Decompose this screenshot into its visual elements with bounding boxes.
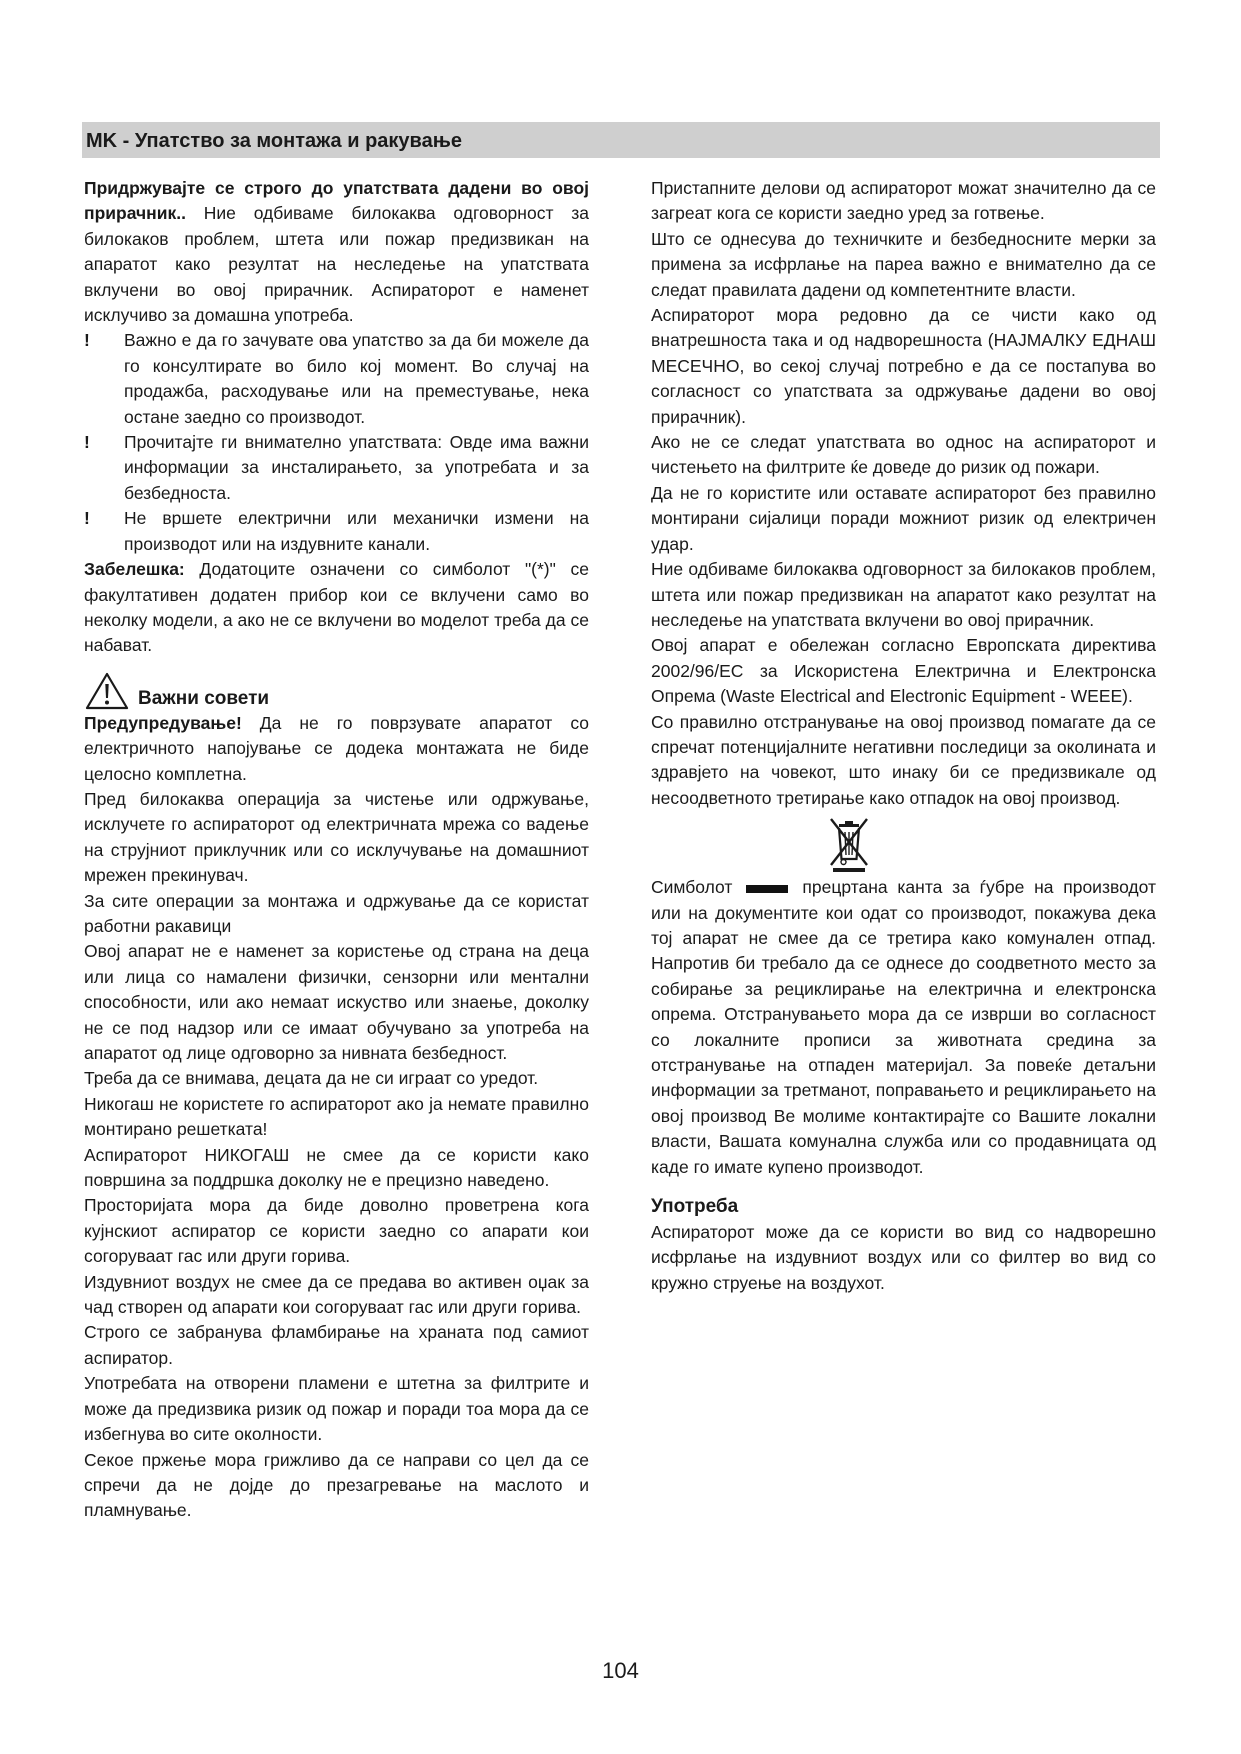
body-paragraph: Аспираторот мора редовно да се чисти како од внатрешноста така и од надворешноста (НАЈМАЛКУ ЕДНАШ МЕСЕЧНО, во секој случај потребно е да се постапува во согласност со упатствата за одржување дадени во овој прирачник). — [651, 305, 1156, 427]
body-paragraph: Просторијата мора да биде доволно проветрена кога кујнскиот аспиратор се користи заедно со апарати кои согоруваат гас или други горива. — [84, 1195, 589, 1267]
intro-paragraph — [84, 176, 589, 328]
warning-item — [84, 506, 589, 557]
body-paragraph: Секое пржење мора грижливо да се направи со цел да се спречи да не дојде до презагревање на маслото и пламнување. — [84, 1449, 589, 1521]
right-column — [651, 176, 1156, 1296]
body-paragraph: Пред билокаква операција за чистење или одржување, исклучете го аспираторот од електричната мрежа со вадење на струјниот приклучник или со исклучување на домашниот мрежен прекинувач. — [84, 788, 589, 886]
warning-text: Да не го поврзувате апаратот со електричното напојување се додека монтажата не биде целосно комплетна. — [84, 712, 589, 784]
body-paragraph: Да не го користите или оставате аспираторот без правилно монтирани сијалици поради можниот ризик од електричен удар. — [651, 482, 1156, 554]
crossed-bin-icon — [827, 815, 871, 873]
important-advice-heading — [84, 671, 589, 711]
body-paragraph: Ние одбиваме билокаква одговорност за билокаков проблем, штета или пожар предизвикан на апаратот како резултат на неследење на упатствата вклучени во овој прирачник. — [651, 559, 1156, 630]
warning-label: Предупредување! — [84, 712, 242, 733]
weee-symbol — [651, 815, 1156, 873]
body-paragraph: Што се однесува до техничките и безбедносните мерки за примена за исфрлање на пареа важно е внимателно да се следат правилата дадени од компетентните власти. — [651, 228, 1156, 300]
left-column — [84, 176, 589, 1524]
body-paragraph: Ако не се следат упатствата во однос на аспираторот и чистењето на филтрите ќе доведе до ризик од пожари. — [651, 432, 1156, 478]
warning-triangle-icon — [84, 671, 130, 711]
usage-title: Употреба — [651, 1196, 739, 1218]
body-paragraph: Треба да се внимава, децата да не си играат со уредот. — [84, 1068, 539, 1089]
section-title: Важни совети — [138, 687, 270, 709]
body-paragraph: Овој апарат не е наменет за користење од страна на деца или лица со намалени физички, сензорни или ментални способности, или ако немаат искуство или знаење, доколку не се под надзор или се имаат обучувано за употреба на апаратот од лице одговорно за нивната безбедност. — [84, 941, 589, 1063]
body-paragraph: Издувниот воздух не смее да се предава во активен оџак за чад створен од апарати кои согоруваат гас или други горива. — [84, 1271, 589, 1318]
symbol-paragraph — [651, 875, 1156, 1180]
body-paragraph: Строго се забранува фламбирање на храната под самиот аспиратор. — [84, 1322, 589, 1368]
warning-item-text: Не вршете електрични или механички измени на производот или на издувните канали. — [124, 508, 589, 554]
intro-text: Ние одбиваме билокаква одговорност за билокаков проблем, штета или пожар предизвикан на апаратот како резултат на неследење на упатствата вклучени во овој прирачник. Аспираторот е наменет исклучиво за домашна употреба. — [84, 203, 589, 326]
page-number: 104 — [602, 1658, 639, 1683]
note-label: Забелешка: — [84, 559, 185, 580]
black-bar-icon — [746, 885, 788, 893]
warning-item-text: Прочитајте ги внимателно упатствата: Овде има важни информации за инсталирањето, за употребата и за безбедноста. — [124, 432, 589, 503]
warning-item — [84, 430, 589, 506]
warning-item-text: Важно е да го зачувате ова упатство за да би можеле да го консултирате во било кој момент. Во случај на продажба, расходување или на преместување, нека остане заедно со производот. — [124, 330, 589, 427]
symbol-text: прецртана канта за ѓубре на производот или на документите кои одат со производот, покажува дека тој апарат не смее да се третира како комунален отпад. Напротив би требало да се однесе до соодветното место за собирање за рециклирање на електрична и електронска опрема. Отстранувањето мора да се изврши во согласност со локалните прописи за животната средина за отстранување на отпаден материјал. За повеќе детаљни информации за третманот, поправањето и рециклирањето на овој производ Ве молиме контактирајте со Вашите локални власти, Вашата комунална служба или со продавницата од каде го имате купено производот. — [651, 877, 1156, 1177]
body-paragraph: Никогаш не користете го аспираторот ако ја немате правилно монтирано решетката! — [84, 1093, 589, 1140]
warning-item — [84, 328, 589, 430]
symbol-label: Симболот — [651, 877, 733, 898]
body-paragraph: Овој апарат е обележан согласно Европската директива 2002/96/EC за Искористена Електрична и Електронска Опрема (Waste Electrical and Electronic Equipment - WEEE). — [651, 635, 1156, 707]
usage-paragraph: Аспираторот може да се користи во вид со надворешно исфрлање на издувниот воздух или со филтер во вид со кружно струење на воздухот. — [651, 1222, 1156, 1293]
note-paragraph — [84, 557, 589, 659]
body-paragraph: Пристапните делови од аспираторот можат значително да се загреат кога се користи заедно уред за готвење. — [651, 178, 1156, 224]
warning-paragraph — [84, 711, 589, 787]
note-text: Додатоците означени со симболот "(*)" се факултативен додатен прибор кои се вклучени само во неколку модели, а ако не се вклучени во моделот треба да се набават. — [84, 559, 589, 656]
body-paragraph: Со правилно отстранување на овој производ помагате да се спречат потенцијалните негативни последици за околината и здравјето на човекот, што инаку би се предизвикале од несоодветното третирање како отпадок на овој производ. — [651, 711, 1156, 808]
body-paragraph: Употребата на отворени пламени е штетна за филтрите и може да предизвика ризик од пожар и поради тоа мора да се избегнува во сите околности. — [84, 1373, 589, 1445]
body-paragraph: Аспираторот НИКОГАШ не смее да се користи како површина за поддршка доколку не е прецизно наведено. — [84, 1144, 589, 1191]
intro-bold: Придржувајте се строго до упатствата дадени во овој прирачник.. — [84, 178, 589, 224]
exclamation-icon: ! — [84, 330, 90, 351]
exclamation-icon: ! — [84, 508, 90, 529]
exclamation-icon: ! — [84, 432, 90, 453]
page-title: MK - Упатство за монтажа и ракување — [86, 130, 462, 152]
body-paragraph: За сите операции за монтажа и одржување да се користат работни ракавици — [84, 890, 589, 936]
